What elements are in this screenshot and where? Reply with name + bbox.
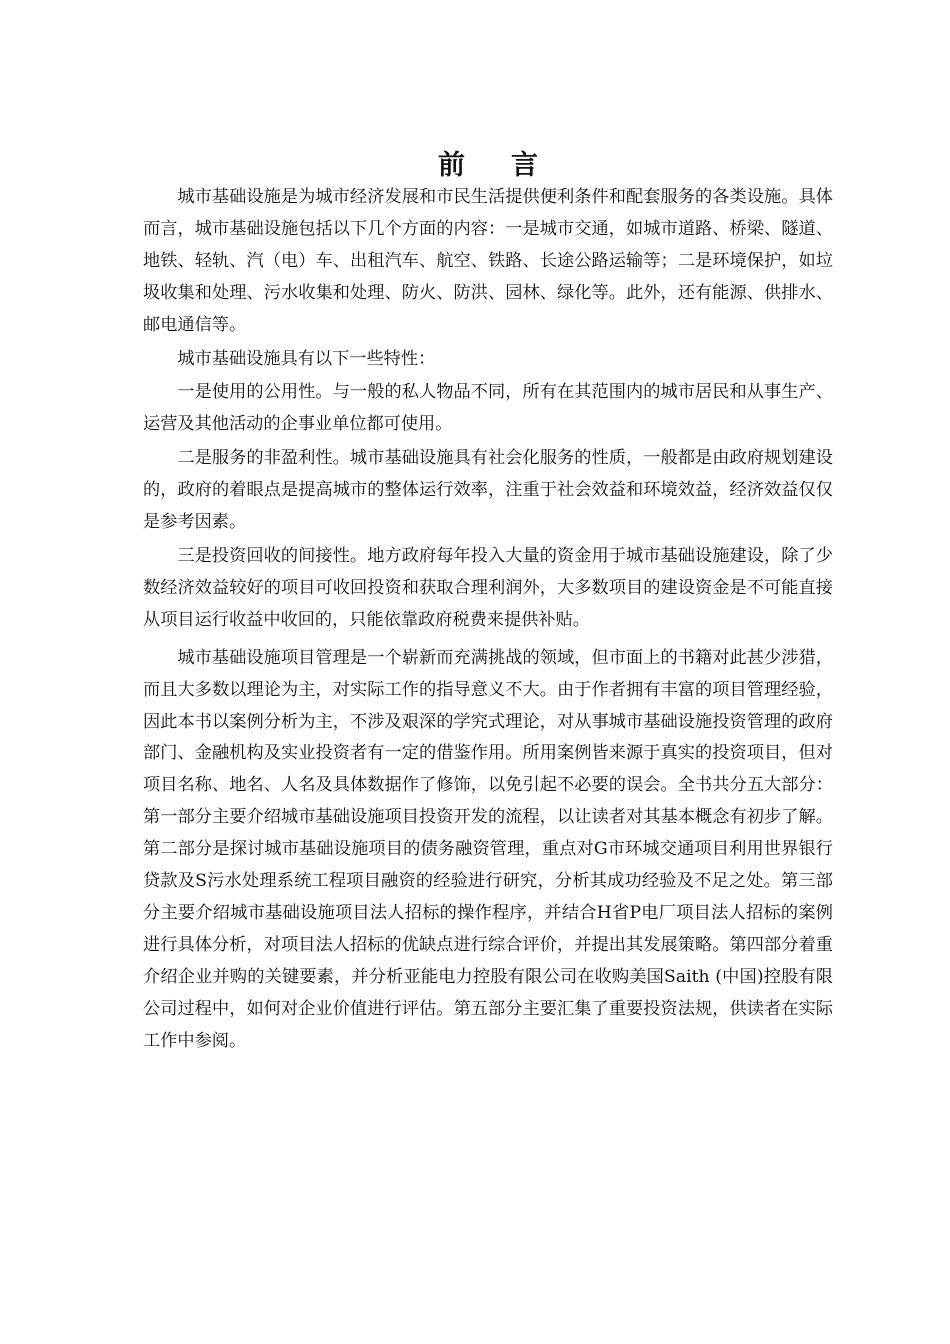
- document-page: [143, 150, 833, 1057]
- paragraph-feature-public: 一是使用的公用性。与一般的私人物品不同，所有在其范围内的城市居民和从事生产、运营及其他活动的企事业单位都可使用。: [143, 382, 833, 435]
- paragraph-features-lead: 城市基础设施具有以下一些特性：: [177, 348, 436, 369]
- paragraph-book-overview: 城市基础设施项目管理是一个崭新而充满挑战的领域，但市面上的书籍对此甚少涉猎，而且大多数以理论为主，对实际工作的指导意义不大。由于作者拥有丰富的项目管理经验，因此本书以案例分析为主，不涉及艰深的学究式理论，对从事城市基础设施投资管理的政府部门、金融机构及实业投资者有一定的借鉴作用。所用案例皆来源于真实的投资项目，但对项目名称、地名、人名及具体数据作了修饰，以免引起不必要的误会。全书共分五大部分：第一部分主要介绍城市基础设施项目投资开发的流程，以让读者对其基本概念有初步了解。第二部分是探讨城市基础设施项目的债务融资管理，重点对G市环城交通项目利用世界银行贷款及S污水处理系统工程项目融资的经验进行研究，分析其成功经验及不足之处。第三部分主要介绍城市基础设施项目法人招标的操作程序，并结合H省P电厂项目法人招标的案例进行具体分析，对项目法人招标的优缺点进行综合评价，并提出其发展策略。第四部分着重介绍企业并购的关键要素，并分析亚能电力控股有限公司在收购美国Saith (中国)控股有限公司过程中，如何对企业价值进行评估。第五部分主要汇集了重要投资法规，供读者在实际工作中参阅。: [143, 647, 833, 1051]
- paragraph-feature-indirect-return: 三是投资回收的间接性。地方政府每年投入大量的资金用于城市基础设施建设，除了少数经济效益较好的项目可收回投资和获取合理利润外，大多数项目的建设资金是不可能直接从项目运行收益中收回的，只能依靠政府税费来提供补贴。: [143, 545, 833, 630]
- page-title: 前言: [438, 150, 584, 181]
- paragraph-intro: 城市基础设施是为城市经济发展和市民生活提供便利条件和配套服务的各类设施。具体而言，城市基础设施包括以下几个方面的内容：一是城市交通，如城市道路、桥梁、隧道、地铁、轻轨、汽（电）车、出租汽车、航空、铁路、长途公路运输等；二是环境保护，如垃圾收集和处理、污水收集和处理、防火、防洪、园林、绿化等。此外，还有能源、供排水、邮电通信等。: [143, 187, 833, 335]
- paragraph-feature-nonprofit: 二是服务的非盈利性。城市基础设施具有社会化服务的性质，一般都是由政府规划建设的，政府的着眼点是提高城市的整体运行效率，注重于社会效益和环境效益，经济效益仅仅是参考因素。: [143, 448, 833, 533]
